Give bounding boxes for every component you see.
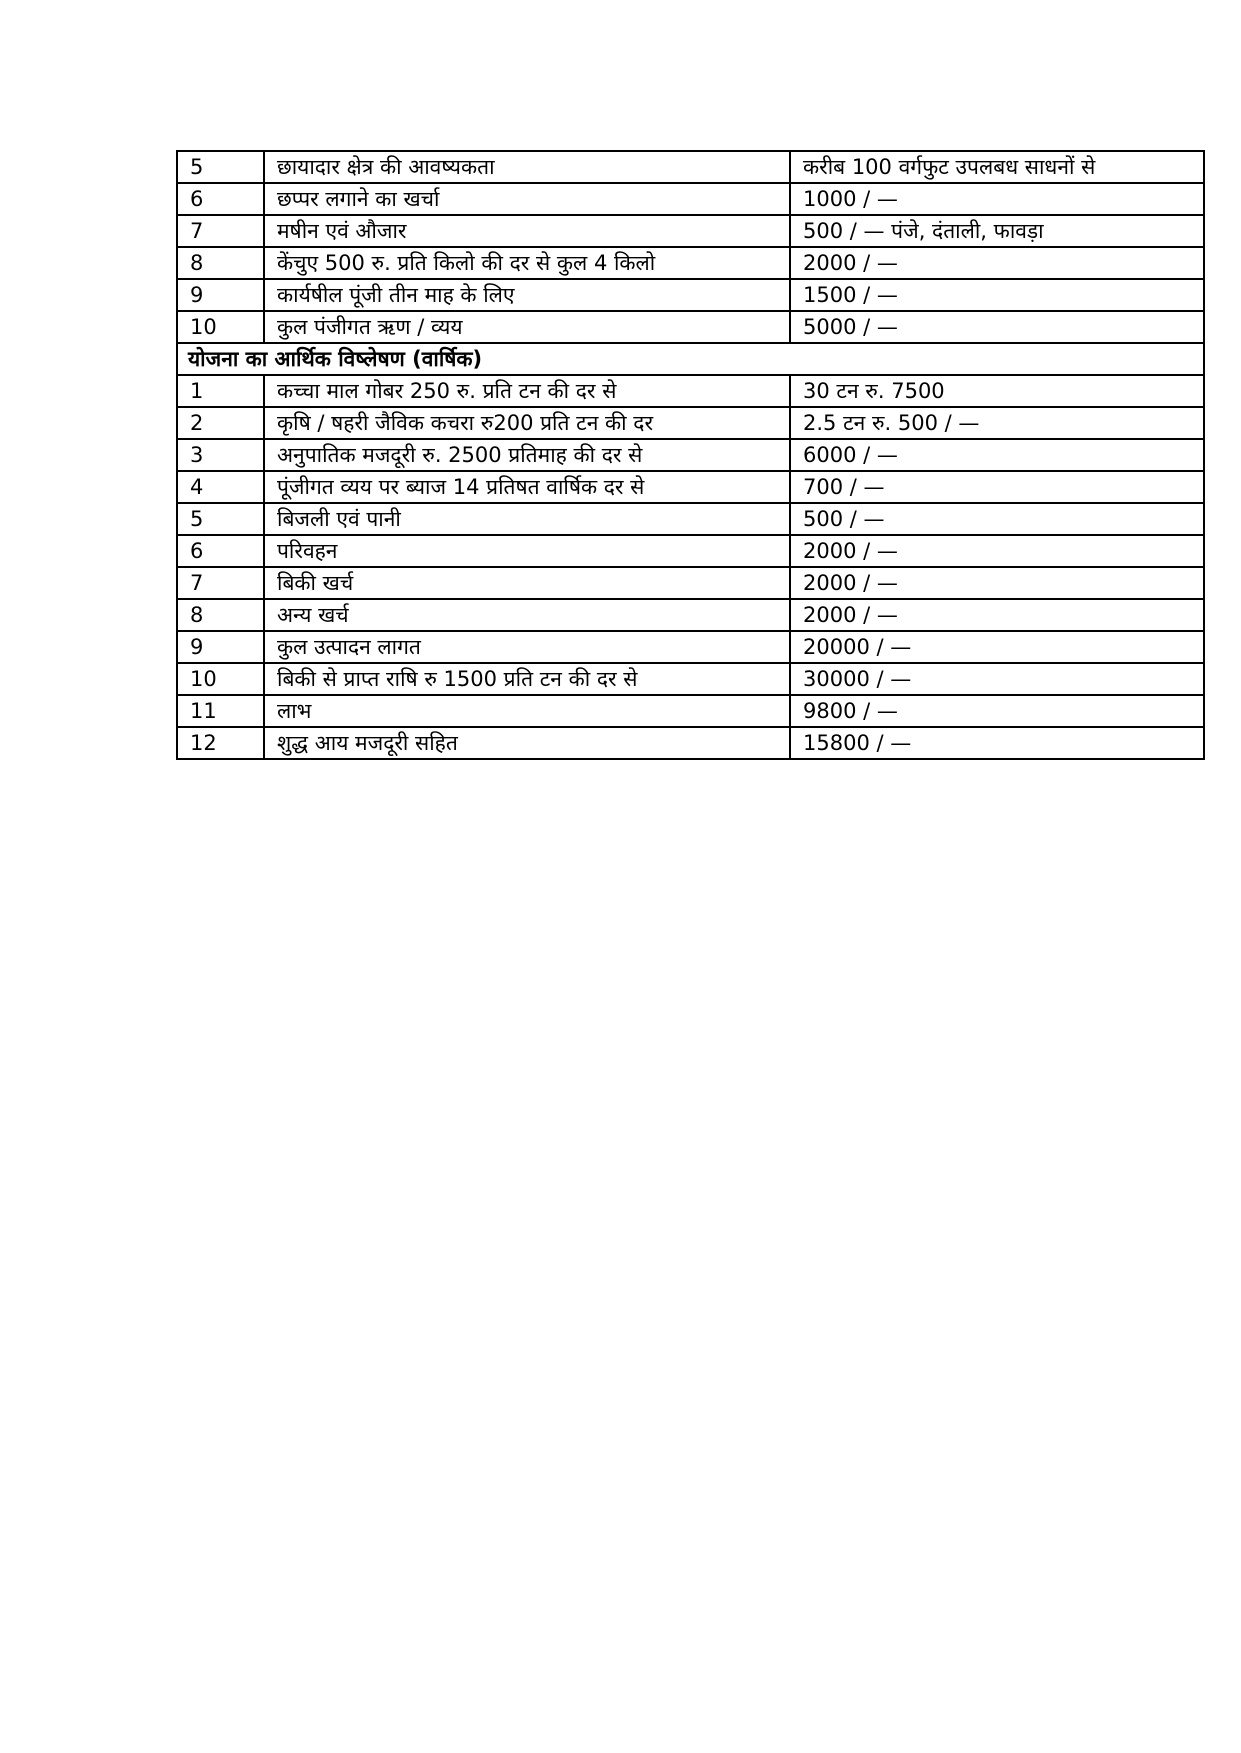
row-value: 30 टन रु. 7500 [790,375,1204,407]
table-row [177,279,1204,311]
row-item: अन्य खर्च [264,599,790,631]
row-number: 8 [177,599,264,631]
row-item: छायादार क्षेत्र की आवष्यकता [264,151,790,183]
section-heading-row [177,343,1204,375]
row-item: छप्पर लगाने का खर्चा [264,183,790,215]
row-number: 5 [177,503,264,535]
row-value: 2000 / — [790,567,1204,599]
table-row [177,183,1204,215]
row-number: 4 [177,471,264,503]
table-row [177,695,1204,727]
row-item: बिकी खर्च [264,567,790,599]
table-row [177,471,1204,503]
row-number: 5 [177,151,264,183]
row-number: 9 [177,631,264,663]
row-item: लाभ [264,695,790,727]
row-number: 12 [177,727,264,759]
row-item: परिवहन [264,535,790,567]
table-row [177,663,1204,695]
row-value: 9800 / — [790,695,1204,727]
table-row [177,567,1204,599]
row-number: 11 [177,695,264,727]
row-item: बिकी से प्राप्त राषि रु 1500 प्रति टन की दर से [264,663,790,695]
row-number: 9 [177,279,264,311]
table-row [177,631,1204,663]
table-row [177,535,1204,567]
table-row [177,375,1204,407]
row-item: कच्चा माल गोबर 250 रु. प्रति टन की दर से [264,375,790,407]
row-value: 20000 / — [790,631,1204,663]
row-value: 500 / — [790,503,1204,535]
table-row [177,599,1204,631]
row-item: केंचुए 500 रु. प्रति किलो की दर से कुल 4 किलो [264,247,790,279]
row-value: 2000 / — [790,599,1204,631]
row-value: 1500 / — [790,279,1204,311]
row-item: कृषि / षहरी जैविक कचरा रु200 प्रति टन की दर [264,407,790,439]
row-item: कुल उत्पादन लागत [264,631,790,663]
row-item: शुद्ध आय मजदूरी सहित [264,727,790,759]
row-value: 2.5 टन रु. 500 / — [790,407,1204,439]
row-number: 1 [177,375,264,407]
table-row [177,247,1204,279]
row-item: पूंजीगत व्यय पर ब्याज 14 प्रतिषत वार्षिक दर से [264,471,790,503]
row-number: 10 [177,311,264,343]
row-value: करीब 100 वर्गफुट उपलबध साधनों से [790,151,1204,183]
row-number: 2 [177,407,264,439]
row-number: 8 [177,247,264,279]
table-row [177,311,1204,343]
table-row [177,151,1204,183]
row-value: 500 / — पंजे, दंताली, फावड़ा [790,215,1204,247]
row-item: अनुपातिक मजदूरी रु. 2500 प्रतिमाह की दर से [264,439,790,471]
row-value: 1000 / — [790,183,1204,215]
cost-analysis-table [176,150,1205,760]
table-row [177,407,1204,439]
table-row [177,439,1204,471]
row-item: मषीन एवं औजार [264,215,790,247]
row-number: 10 [177,663,264,695]
row-item: कुल पंजीगत ऋण / व्यय [264,311,790,343]
table-row [177,503,1204,535]
table-row [177,727,1204,759]
table-row [177,215,1204,247]
row-number: 6 [177,183,264,215]
row-value: 6000 / — [790,439,1204,471]
row-number: 6 [177,535,264,567]
row-value: 5000 / — [790,311,1204,343]
row-number: 3 [177,439,264,471]
row-value: 15800 / — [790,727,1204,759]
row-number: 7 [177,567,264,599]
section-heading: योजना का आर्थिक विष्लेषण (वार्षिक) [177,343,1204,375]
row-number: 7 [177,215,264,247]
row-value: 2000 / — [790,247,1204,279]
row-item: बिजली एवं पानी [264,503,790,535]
row-value: 30000 / — [790,663,1204,695]
row-value: 2000 / — [790,535,1204,567]
row-value: 700 / — [790,471,1204,503]
row-item: कार्यषील पूंजी तीन माह के लिए [264,279,790,311]
